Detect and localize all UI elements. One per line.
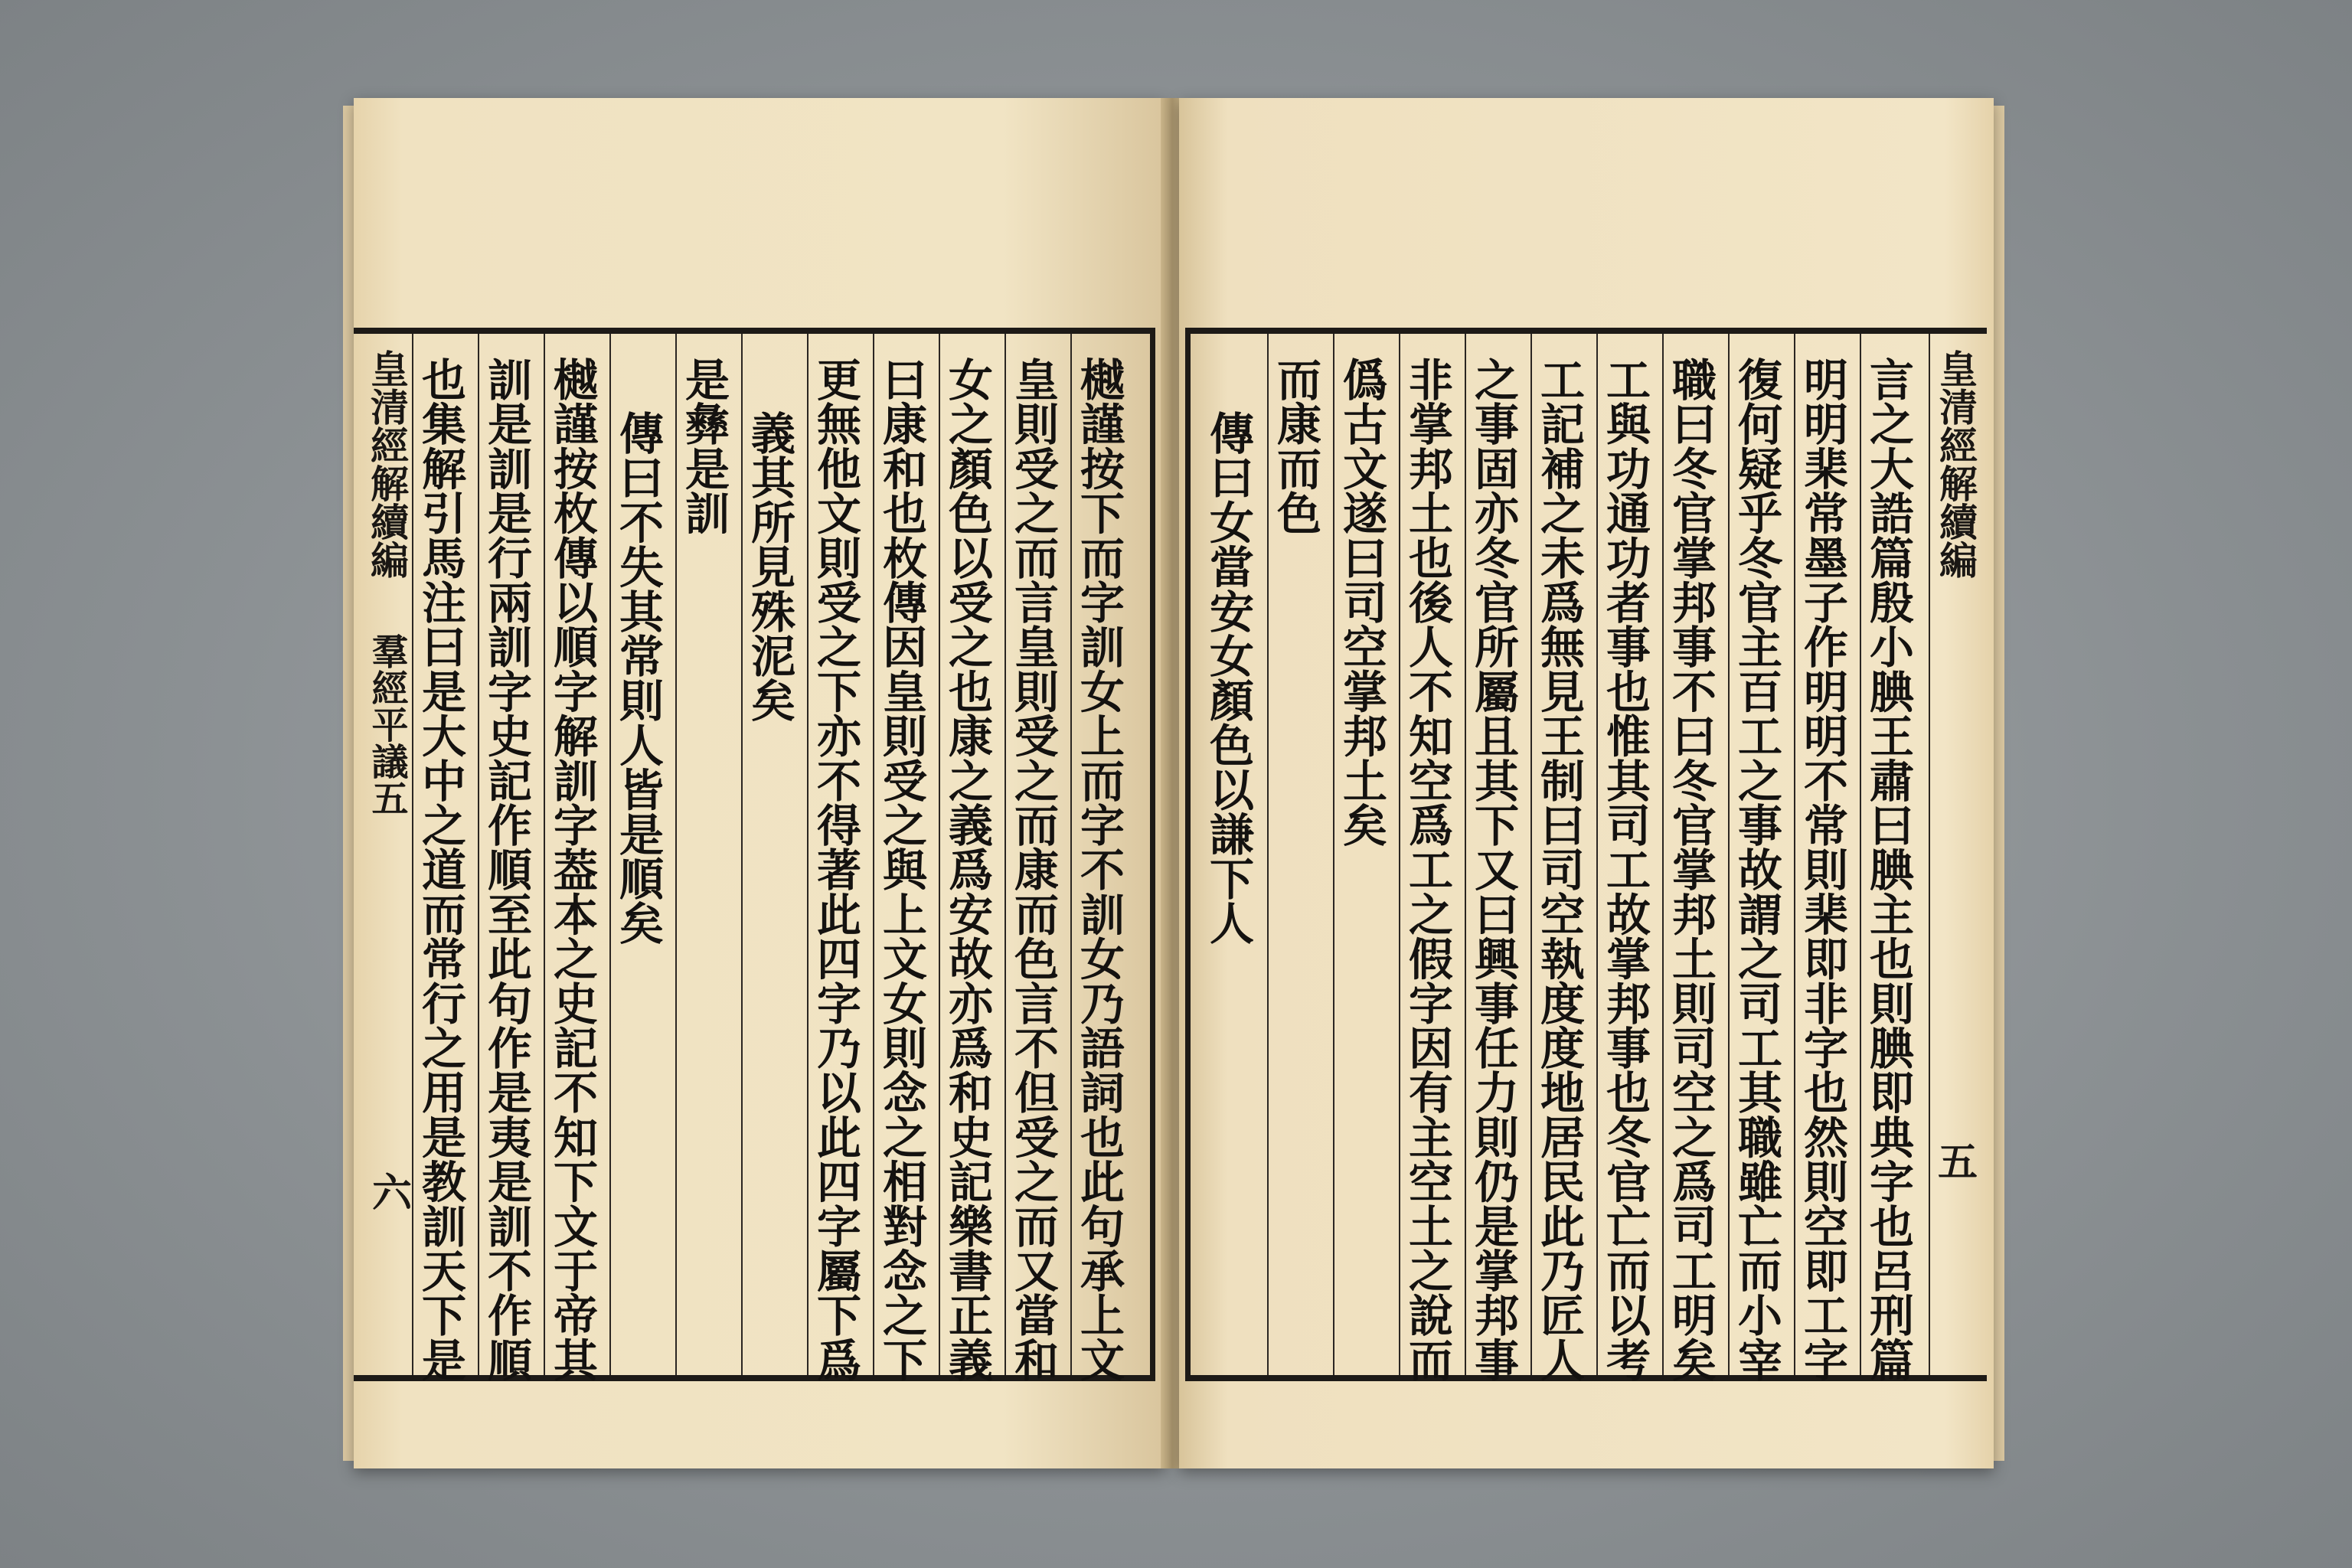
column-text: 是彝是訓 [678,357,730,535]
column-text: 傳曰女當安女顏色以謙下人 [1202,410,1254,946]
text-column-8 [1399,334,1454,1382]
text-column-5 [1596,334,1651,1382]
book-title: 皇清經解續編 [1933,349,1978,579]
column-text: 也集解引馬注曰是大中之道而常行之用是教訓天下是 [414,357,466,1382]
column-text: 義其所見殊泥矣 [743,410,795,723]
folio-number: 六 [372,1170,413,1217]
text-column-5 [807,334,862,1382]
text-column-3 [939,334,994,1382]
right-margin-column [1929,334,1981,1375]
text-column-6 [1530,334,1586,1382]
right-page-frame [1185,328,1987,1381]
text-column-11 [412,334,467,1382]
section-title: 羣經平議五 [365,632,408,816]
text-column-11 [1201,334,1255,1375]
column-text: 職曰冬官掌邦事不曰冬官掌邦土則司空之爲司工明矣 [1664,357,1717,1382]
column-text: 皇則受之而言皇則受之而康而色言不但受之而又當和 [1007,357,1059,1382]
column-text: 樾謹按枚傳以順字解訓字葢本之史記不知下文于帝其 [546,357,598,1382]
text-column-1 [1070,334,1125,1382]
column-text: 而康而色 [1269,357,1321,535]
column-text: 女之顏色以受之也康之義爲安故亦爲和史記樂書正義 [941,357,993,1382]
column-text: 言之大誥篇殷小腆王肅曰腆主也則腆即典字也呂刑篇 [1862,357,1914,1382]
text-column-7 [675,334,730,1375]
text-column-9 [544,334,599,1382]
text-column-2 [1004,334,1060,1382]
column-text: 曰康和也枚傳因皇則受之與上文女則念之相對念之下 [875,357,927,1382]
folio-number: 五 [1938,1139,1978,1186]
left-margin-column [361,334,412,1375]
column-text: 樾謹按下而字訓女上而字不訓女乃語詞也此句承上文 [1073,357,1125,1382]
text-column-7 [1465,334,1520,1382]
text-column-8 [609,334,665,1375]
text-column-2 [1794,334,1849,1382]
text-column-9 [1333,334,1388,1375]
book-title: 皇清經解續編 [364,349,410,579]
column-text: 非掌邦土也後人不知空爲工之假字因有主空土之說而 [1401,357,1453,1382]
text-column-10 [1267,334,1322,1375]
column-text: 僞古文遂曰司空掌邦土矣 [1335,357,1387,848]
column-text: 復何疑乎冬官主百工之事故謂之司工其職雖亡而小宰 [1730,357,1782,1382]
column-text: 之事固亦冬官所屬且其下又曰興事任力則仍是掌邦事 [1467,357,1519,1382]
text-column-3 [1728,334,1783,1382]
text-column-4 [873,334,928,1382]
column-text: 更無他文則受之下亦不得著此四字乃以此四字屬下爲 [809,357,861,1382]
column-text: 傳曰不失其常則人皆是順矣 [612,410,664,946]
column-text: 工與功通功者事也惟其司工故掌邦事也冬官亡而以考 [1599,357,1651,1382]
column-text: 工記補之未爲無見王制曰司空執度度地居民此乃匠人 [1533,357,1585,1382]
left-page-frame [354,328,1155,1381]
text-column-1 [1860,334,1915,1382]
column-text: 明明棐常墨子作明明不常則棐即非字也然則空即工字 [1796,357,1848,1382]
text-column-10 [478,334,533,1382]
text-column-4 [1662,334,1717,1382]
column-text: 訓是訓是行兩訓字史記作順至此句作是夷是訓不作順 [480,357,532,1382]
text-column-6 [741,334,796,1375]
